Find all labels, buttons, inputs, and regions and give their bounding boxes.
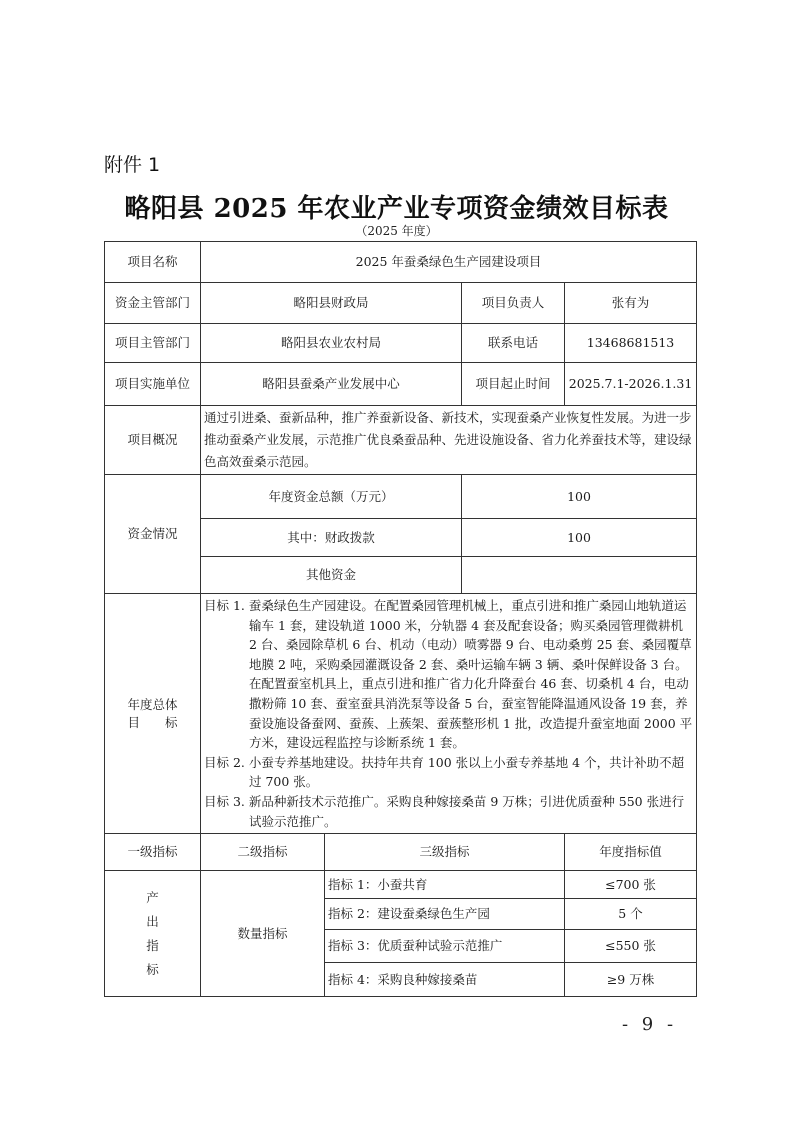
- row-goals: [105, 594, 697, 834]
- fund-row-label: 其中：财政拨款: [201, 519, 462, 557]
- fund-row-value: 100: [462, 519, 697, 557]
- row-impl-unit: [105, 363, 697, 406]
- project-name-value: 2025 年蚕桑绿色生产园建设项目: [201, 242, 697, 283]
- phone-value: 13468681513: [565, 324, 697, 363]
- row-fund-total: [105, 475, 697, 519]
- impl-unit-label: 项目实施单位: [105, 363, 201, 406]
- attachment-label: 附件 1: [104, 154, 161, 176]
- funds-label: 资金情况: [105, 475, 201, 594]
- goals-content: [201, 594, 697, 834]
- indicator-header-row: [105, 834, 697, 871]
- performance-target-table: [104, 241, 697, 997]
- row-summary: [105, 406, 697, 475]
- indicator-value: ≥9 万株: [565, 963, 697, 997]
- fund-dept-label: 资金主管部门: [105, 283, 201, 324]
- fund-row-label: 其他资金: [201, 557, 462, 594]
- indicator-value: ≤700 张: [565, 871, 697, 899]
- impl-unit-value: 略阳县蚕桑产业发展中心: [201, 363, 462, 406]
- level1-output-indicator: 产 出 指 标: [105, 871, 201, 997]
- indicator-name: 指标 4：采购良种嫁接桑苗: [325, 963, 565, 997]
- document-subtitle: （2025 年度）: [355, 224, 438, 238]
- goals-label-line1: 年度总体: [127, 697, 178, 713]
- leader-value: 张有为: [565, 283, 697, 324]
- header-level3: 三级指标: [325, 834, 565, 871]
- project-dept-label: 项目主管部门: [105, 324, 201, 363]
- indicator-name: 指标 2：建设蚕桑绿色生产园: [325, 899, 565, 930]
- goals-label: [105, 594, 201, 834]
- page-number: - 9 -: [622, 1014, 678, 1035]
- goal-item: 目标 3. 新品种新技术示范推广。采购良种嫁接桑苗 9 万株；引进优质蚕种 550 张进行试验示范推广。: [204, 793, 685, 829]
- project-name-label: 项目名称: [105, 242, 201, 283]
- phone-label: 联系电话: [462, 324, 565, 363]
- leader-label: 项目负责人: [462, 283, 565, 324]
- goals-label-line2: 目 标: [127, 714, 178, 730]
- row-project-dept: [105, 324, 697, 363]
- fund-row-label: 年度资金总额（万元）: [201, 475, 462, 519]
- goal-item: 目标 1. 蚕桑绿色生产园建设。在配置桑园管理机械上，重点引进和推广桑园山地轨道运输车 1 套，建设轨道 1000 米，分轨器 4 套及配套设备；购买桑园管理微耕机 2 台、桑园除草机 6 台、机动（电动）喷雾器 9 台、电动桑剪 25 套、桑园覆草地膜 2 吨，采购桑园灌溉设备 2 套、桑叶运输车辆 3 辆、桑叶保鲜设备 3 台。在配置蚕室机具上，重点引进和推广省力化升降蚕台 46 套、切桑机 4 台，电动撒粉筛 10 套、蚕室蚕具消洗泵等设备 5 台，蚕室智能降温通风设备 19 套，养蚕设施设备蚕网、蚕蔟、上蔟架、蚕蔟整形机 1 批，改造提升蚕室地面 2000 平方米，建设远程监控与诊断系统 1 套。: [204, 598, 693, 751]
- goal-item: 目标 2. 小蚕专养基地建设。扶持年共育 100 张以上小蚕专养基地 4 个，共计补助不超过 700 张。: [204, 754, 685, 790]
- header-annual-value: 年度指标值: [565, 834, 697, 871]
- level2-quantity-indicator: 数量指标: [201, 871, 325, 997]
- indicator-value: ≤550 张: [565, 930, 697, 963]
- row-project-name: [105, 242, 697, 283]
- period-label: 项目起止时间: [462, 363, 565, 406]
- document-title: 略阳县 2025 年农业产业专项资金绩效目标表: [124, 194, 669, 224]
- row-fund-dept: [105, 283, 697, 324]
- indicator-row: [105, 871, 697, 899]
- period-value: 2025.7.1-2026.1.31: [565, 363, 697, 406]
- indicator-value: 5 个: [565, 899, 697, 930]
- header-level1: 一级指标: [105, 834, 201, 871]
- indicator-name: 指标 3：优质蚕种试验示范推广: [325, 930, 565, 963]
- summary-label: 项目概况: [105, 406, 201, 475]
- fund-row-value: [462, 557, 697, 594]
- summary-value: 通过引进桑、蚕新品种，推广养蚕新设备、新技术，实现蚕桑产业恢复性发展。为进一步推动蚕桑产业发展，示范推广优良桑蚕品种、先进设施设备、省力化养蚕技术等，建设绿色高效蚕桑示范园。: [201, 406, 697, 475]
- header-level2: 二级指标: [201, 834, 325, 871]
- project-dept-value: 略阳县农业农村局: [201, 324, 462, 363]
- fund-dept-value: 略阳县财政局: [201, 283, 462, 324]
- fund-row-value: 100: [462, 475, 697, 519]
- indicator-name: 指标 1：小蚕共育: [325, 871, 565, 899]
